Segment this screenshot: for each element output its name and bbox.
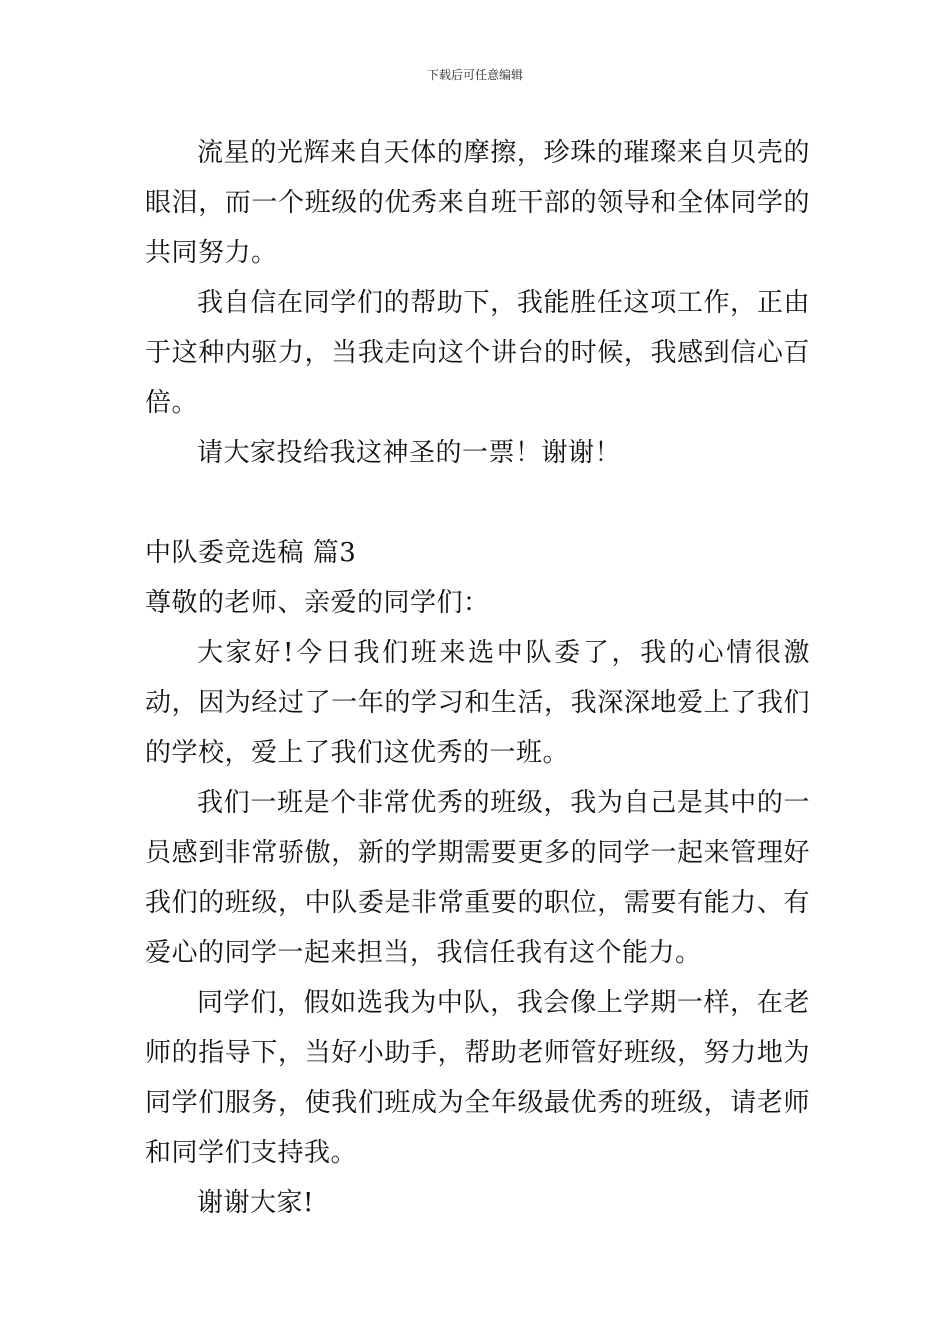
- section-title: 中队委竞选稿 篇3: [145, 538, 357, 568]
- spacer: [145, 478, 810, 528]
- paragraph-class-pride: 我们一班是个非常优秀的班级，我为自己是其中的一员感到非常骄傲，新的学期需要更多的同学一起来管理好我们的班级，中队委是非常重要的职位，需要有能力、有爱心的同学一起来担当，我信任我有这个能力。: [145, 788, 810, 968]
- paragraph-meteor: 流星的光辉来自天体的摩擦，珍珠的璀璨来自贝壳的眼泪，而一个班级的优秀来自班干部的领导和全体同学的共同努力。: [145, 138, 810, 268]
- paragraph-vote-request: 请大家投给我这神圣的一票！谢谢！: [197, 438, 622, 468]
- paragraph-promise: 同学们，假如选我为中队，我会像上学期一样，在老师的指导下，当好小助手，帮助老师管好班级，努力地为同学们服务，使我们班成为全年级最优秀的班级，请老师和同学们支持我。: [145, 988, 810, 1168]
- paragraph-confidence: 我自信在同学们的帮助下，我能胜任这项工作，正由于这种内驱力，当我走向这个讲台的时候，我感到信心百倍。: [145, 288, 810, 418]
- paragraph-thanks: 谢谢大家!: [197, 1188, 314, 1218]
- document-body: [145, 128, 810, 1228]
- paragraph-greeting: 大家好!今日我们班来选中队委了，我的心情很激动，因为经过了一年的学习和生活，我深深地爱上了我们的学校，爱上了我们这优秀的一班。: [145, 638, 810, 768]
- page-header: 下载后可任意编辑: [426, 68, 523, 82]
- salutation: 尊敬的老师、亲爱的同学们：: [145, 588, 490, 618]
